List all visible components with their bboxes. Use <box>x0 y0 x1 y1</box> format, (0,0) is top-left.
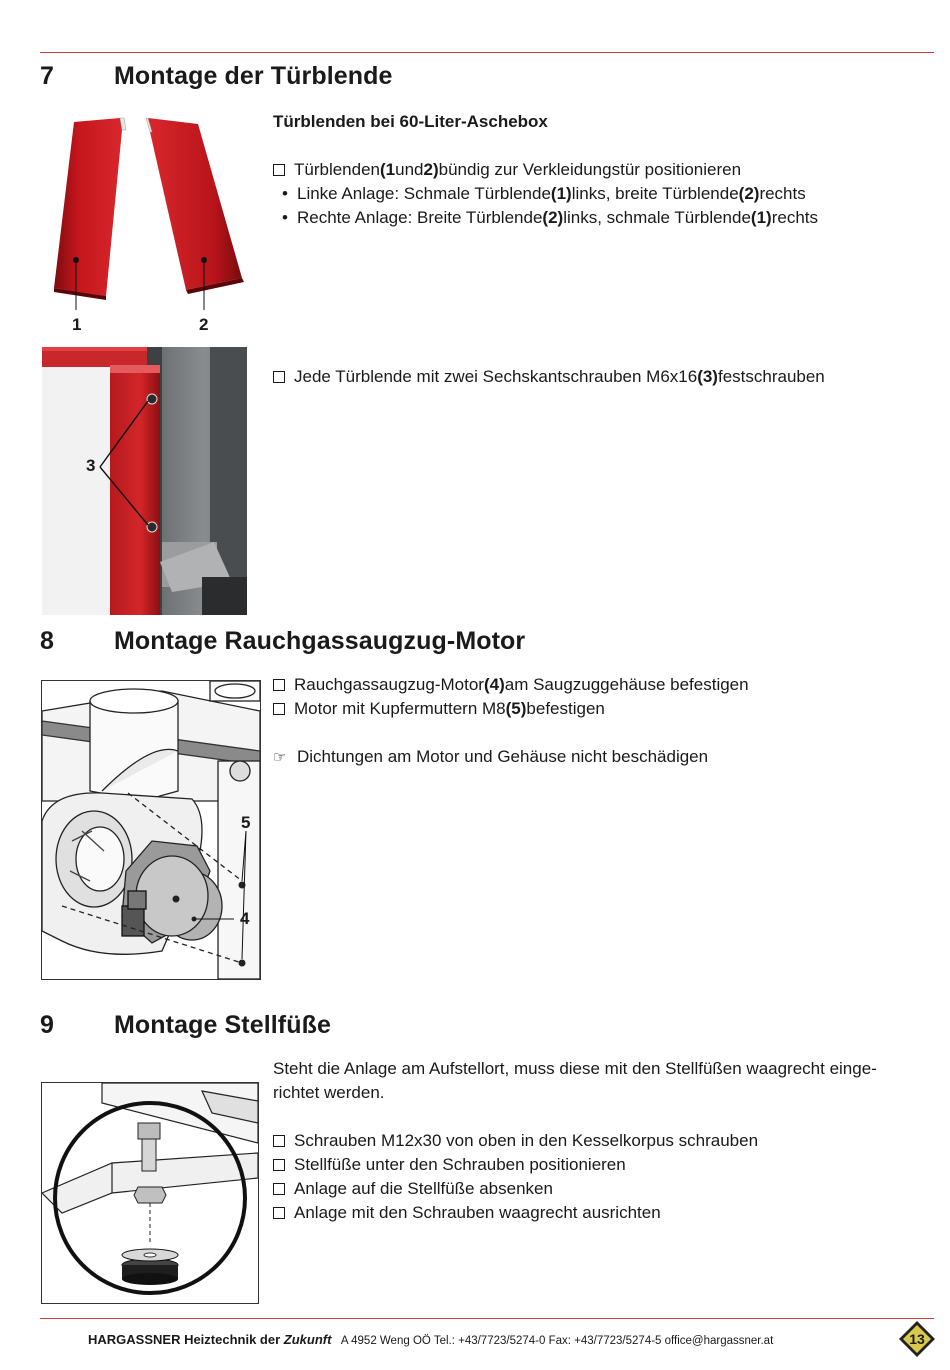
callout-1: 1 <box>72 315 82 334</box>
bullet-text: Rechte Anlage: Breite Türblende <box>297 208 543 227</box>
bullet-text: rechts <box>771 208 818 227</box>
footer-brand: HARGASSNER Heiztechnik der <box>88 1332 284 1347</box>
section-7-text <box>273 110 913 230</box>
checkbox-icon <box>273 703 285 715</box>
step-attach-motor <box>273 673 913 697</box>
callout-3: 3 <box>86 456 96 475</box>
section-9-text <box>273 1057 938 1225</box>
step-screws <box>273 1129 938 1153</box>
step-position-feet <box>273 1153 938 1177</box>
figure-panel-screws <box>42 347 247 615</box>
page-number-badge <box>898 1320 936 1358</box>
ref-5: (5) <box>505 699 527 718</box>
callout-2: 2 <box>199 315 209 334</box>
bullet-left-system <box>273 182 913 206</box>
step-text: befestigen <box>526 699 605 718</box>
step-text: Schrauben M12x30 von oben in den Kesselkorpus schrauben <box>294 1131 759 1150</box>
footer <box>88 1332 773 1347</box>
section-7-number: 7 <box>40 62 55 90</box>
bullet-text: rechts <box>759 184 806 203</box>
bullet-text: links, schmale Türblende <box>563 208 751 227</box>
checkbox-icon <box>273 1135 285 1147</box>
step-fasten-panels <box>273 365 913 389</box>
callout-5: 5 <box>241 813 251 832</box>
step-text: Motor mit Kupfermuttern M8 <box>294 699 506 718</box>
ref-2: 2) <box>423 160 439 179</box>
step-text: Anlage mit den Schrauben waagrecht ausrichten <box>294 1203 661 1222</box>
figure-adjustable-feet <box>41 1082 259 1304</box>
note-seals <box>273 745 913 770</box>
bullet-icon: • <box>282 184 288 203</box>
ref-1: (1) <box>550 184 572 203</box>
ref-1: (1) <box>750 208 772 227</box>
top-rule <box>40 52 934 53</box>
section-8-heading: Montage Rauchgassaugzug-Motor <box>114 627 526 655</box>
door-panels-illustration <box>40 110 250 340</box>
step-text: Stellfüße unter den Schrauben positionieren <box>294 1155 626 1174</box>
step-text: bündig zur Verkleidungstür positionieren <box>438 160 742 179</box>
ref-3: (3) <box>697 367 718 386</box>
footer-contact: A 4952 Weng OÖ Tel.: +43/7723/5274-0 Fax: +43/7723/5274-5 office@hargassner.at <box>340 1335 774 1347</box>
step-fasten-line <box>273 365 913 389</box>
footer-brand-italic: Zukunft <box>283 1332 332 1347</box>
footer-rule <box>40 1318 934 1319</box>
section-8-title <box>40 627 740 659</box>
step-text: und <box>395 160 424 179</box>
step-text: Jede Türblende mit zwei Sechskantschrauben M6x16 <box>294 367 698 386</box>
step-text: Rauchgassaugzug-Motor <box>294 675 484 694</box>
step-position-panels <box>273 158 913 182</box>
bullet-text: Linke Anlage: Schmale Türblende <box>297 184 551 203</box>
bullet-icon: • <box>282 208 288 227</box>
bullet-text: links, breite Türblende <box>571 184 739 203</box>
step-level-system <box>273 1201 938 1225</box>
step-text: Türblenden <box>294 160 381 179</box>
step-copper-nuts <box>273 697 913 721</box>
checkbox-icon <box>273 1159 285 1171</box>
ref-2: (2) <box>542 208 564 227</box>
intro-line-1: Steht die Anlage am Aufstellort, muss diese mit den Stellfüßen waagrecht einge- <box>273 1059 877 1078</box>
panel-screws-photo <box>42 347 247 615</box>
checkbox-icon <box>273 1207 285 1219</box>
step-text: am Saugzuggehäuse befestigen <box>504 675 749 694</box>
section-8-text <box>273 673 913 770</box>
section-9-number: 9 <box>40 1011 55 1039</box>
ref-4: (4) <box>483 675 505 694</box>
callout-4: 4 <box>240 909 250 928</box>
figure-fan-motor <box>41 680 261 980</box>
checkbox-icon <box>273 1183 285 1195</box>
section-7-subheading: Türblenden bei 60-Liter-Aschebox <box>273 112 548 131</box>
note-text: Dichtungen am Motor und Gehäuse nicht beschädigen <box>297 747 709 766</box>
ref-1: (1 <box>380 160 396 179</box>
checkbox-icon <box>273 164 285 176</box>
intro-line-2: richtet werden. <box>273 1083 385 1102</box>
section-9-heading: Montage Stellfüße <box>114 1011 331 1039</box>
ref-2: (2) <box>738 184 760 203</box>
checkbox-icon <box>273 679 285 691</box>
page-number: 13 <box>909 1331 925 1347</box>
step-lower-system <box>273 1177 938 1201</box>
figure-door-panels <box>40 110 250 340</box>
section-9-title <box>40 1011 640 1043</box>
bullet-right-system <box>273 206 913 230</box>
section-7-heading: Montage der Türblende <box>114 62 393 90</box>
adjustable-feet-drawing <box>42 1083 258 1303</box>
pointing-hand-icon: ☞ <box>273 749 287 766</box>
checkbox-icon <box>273 371 285 383</box>
section-8-number: 8 <box>40 627 55 655</box>
step-text: festschrauben <box>717 367 825 386</box>
fan-motor-drawing <box>42 681 260 979</box>
section-7-title <box>40 62 640 94</box>
step-text: Anlage auf die Stellfüße absenken <box>294 1179 553 1198</box>
